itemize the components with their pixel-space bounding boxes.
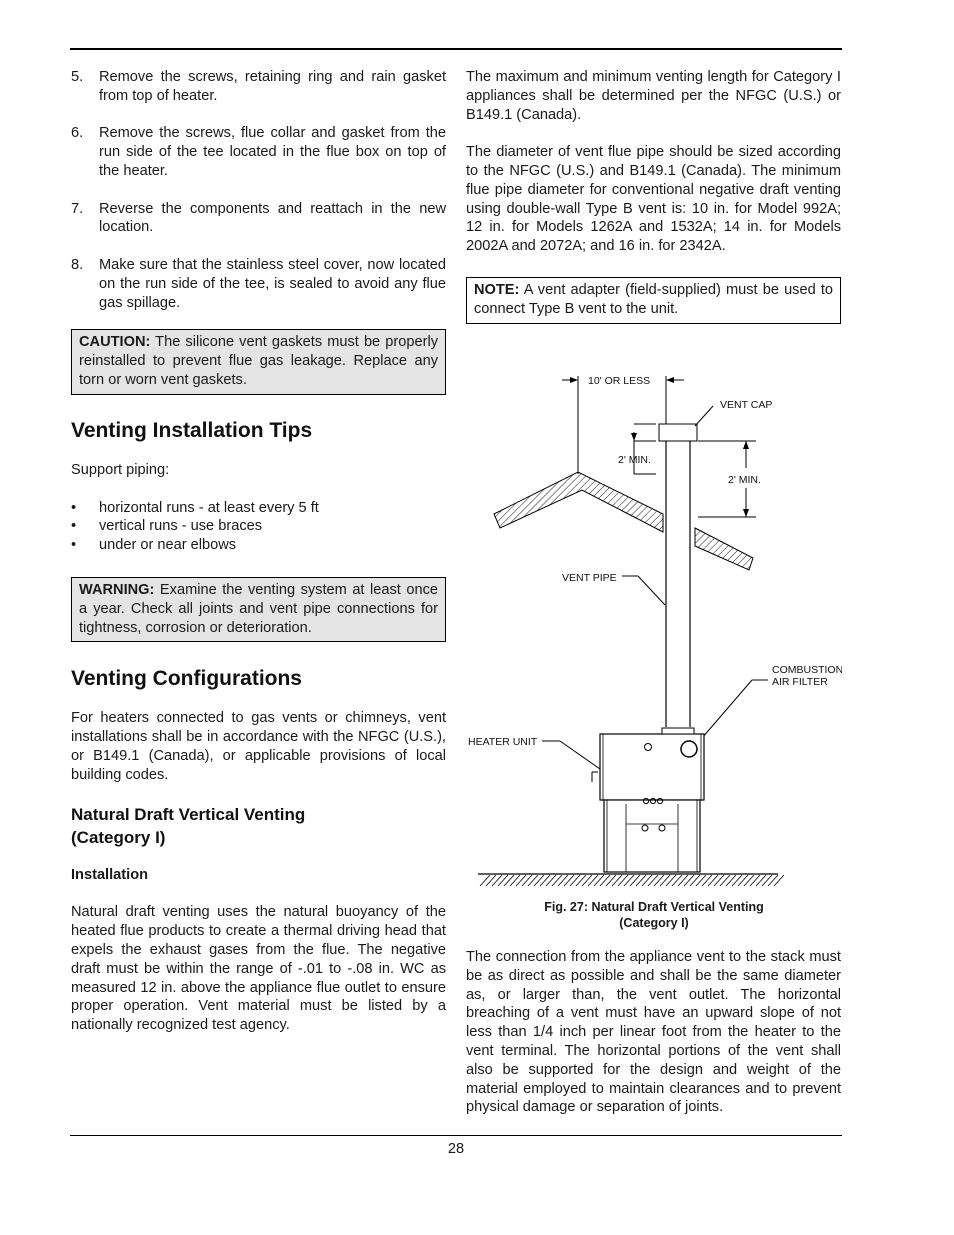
step-7: 7. Reverse the components and reattach in the new location. (71, 200, 446, 236)
list-item: • vertical runs - use braces (71, 517, 446, 536)
heater-leader (560, 741, 600, 769)
para-connection: The connection from the appliance vent to the stack must be as direct as possible and shall be the same diameter as, or larger than, the vent outlet. The horizontal breaching of a vent must have an upward slope of not less than 1/4 inch per linear foot from the heater to the vent terminal. The horizontal portions of the vent shall also be supported for the design and weight of the material employed to maintain clearances and to prevent physical damage or separation of joints. (466, 949, 841, 1116)
left-column (71, 68, 446, 1035)
label-heater-unit: HEATER UNIT (468, 736, 538, 748)
installation-heading: Installation (71, 866, 149, 883)
warning-label: WARNING: (79, 581, 155, 598)
note-box (466, 277, 841, 324)
roof-right (695, 528, 753, 570)
right-column (466, 68, 841, 324)
para-venting-length: The maximum and minimum venting length for Category I appliances shall be determined per the NFGC (U.S.) or B149.1 (Canada). (466, 69, 841, 123)
note-text: A vent adapter (field-supplied) must be used to connect Type B vent to the unit. (474, 281, 834, 317)
top-rule (70, 48, 842, 50)
label-vent-pipe: VENT PIPE (562, 572, 617, 584)
config-text: For heaters connected to gas vents or chimneys, vent installations shall be in accordance with the NFGC (U.S.), or B149.1 (Canada), or applicable provisions of local building codes. (71, 710, 446, 783)
venting-figure (466, 362, 842, 892)
venting-diagram (466, 362, 842, 892)
label-combustion-2: AIR FILTER (772, 676, 828, 688)
config-heading: Venting Configurations (71, 667, 302, 691)
label-two-min-left: 2' MIN. (618, 454, 651, 466)
support-intro: Support piping: (71, 461, 170, 478)
right-column-lower (466, 948, 841, 1117)
caution-text: The silicone vent gaskets must be properly reinstalled to prevent flue gas leakage. Replace any torn or worn vent gaskets. (79, 334, 438, 388)
roof-left (494, 472, 663, 532)
vent-cap-leader (695, 406, 713, 426)
step-6: 6. Remove the screws, flue collar and gasket from the run side of the tee located in the flue box on top of the heater. (71, 125, 446, 179)
caution-box (71, 329, 446, 394)
list-item: • under or near elbows (71, 536, 446, 555)
heater-base (604, 800, 700, 872)
step-5: 5. Remove the screws, retaining ring and rain gasket from top of heater. (71, 69, 446, 104)
para-diameter: The diameter of vent flue pipe should be sized according to the NFGC (U.S.) and B149.1 (Canada). The minimum flue pipe diameter for conventional negative draft venting using double-wall Type B vent is: 10 in. for Model 992A; 12 in. for Models 1262A and 1532A; 14 in. for Models 2002A and 2072A; and 16 in. for 2342A. (466, 144, 841, 255)
label-combustion-1: COMBUSTION (772, 664, 842, 676)
step-8: 8. Make sure that the stainless steel cover, now located on the run side of the tee, is sealed to avoid any flue gas spillage. (71, 256, 446, 311)
list-item: • horizontal runs - at least every 5 ft (71, 499, 446, 518)
note-label: NOTE: (474, 281, 520, 298)
subheading: Natural Draft Vertical Venting (Category I) (71, 804, 306, 847)
label-vent-cap: VENT CAP (720, 399, 773, 411)
page-number: 28 (447, 1141, 465, 1157)
support-list (71, 499, 446, 555)
filter-leader (702, 680, 752, 738)
caution-label: CAUTION: (79, 334, 151, 351)
vent-pipe-leader (638, 576, 665, 605)
figure-caption: Fig. 27: Natural Draft Vertical Venting (Category I) (544, 900, 764, 930)
installation-text: Natural draft venting uses the natural buoyancy of the heated flue products to create a thermal driving head that expels the exhaust gases from the flue. The negative draft must be within the range of -.01 to -.08 in. WC as measured 12 in. above the appliance flue outlet to ensure proper operation. Vent material must be listed by a nationally recognized test agency. (71, 904, 446, 1034)
warning-text: Examine the venting system at least once a year. Check all joints and vent pipe connections for tightness, corrosion or deterioration. (79, 581, 438, 636)
warning-box (71, 577, 446, 642)
ground-hatch (480, 875, 784, 886)
vent-cap (659, 424, 697, 441)
bottom-rule (70, 1135, 842, 1136)
tips-heading: Venting Installation Tips (71, 418, 313, 442)
label-ten-ft: 10' OR LESS (588, 375, 651, 387)
label-two-min-right: 2' MIN. (728, 474, 761, 486)
heater-top-cabinet (600, 734, 704, 800)
